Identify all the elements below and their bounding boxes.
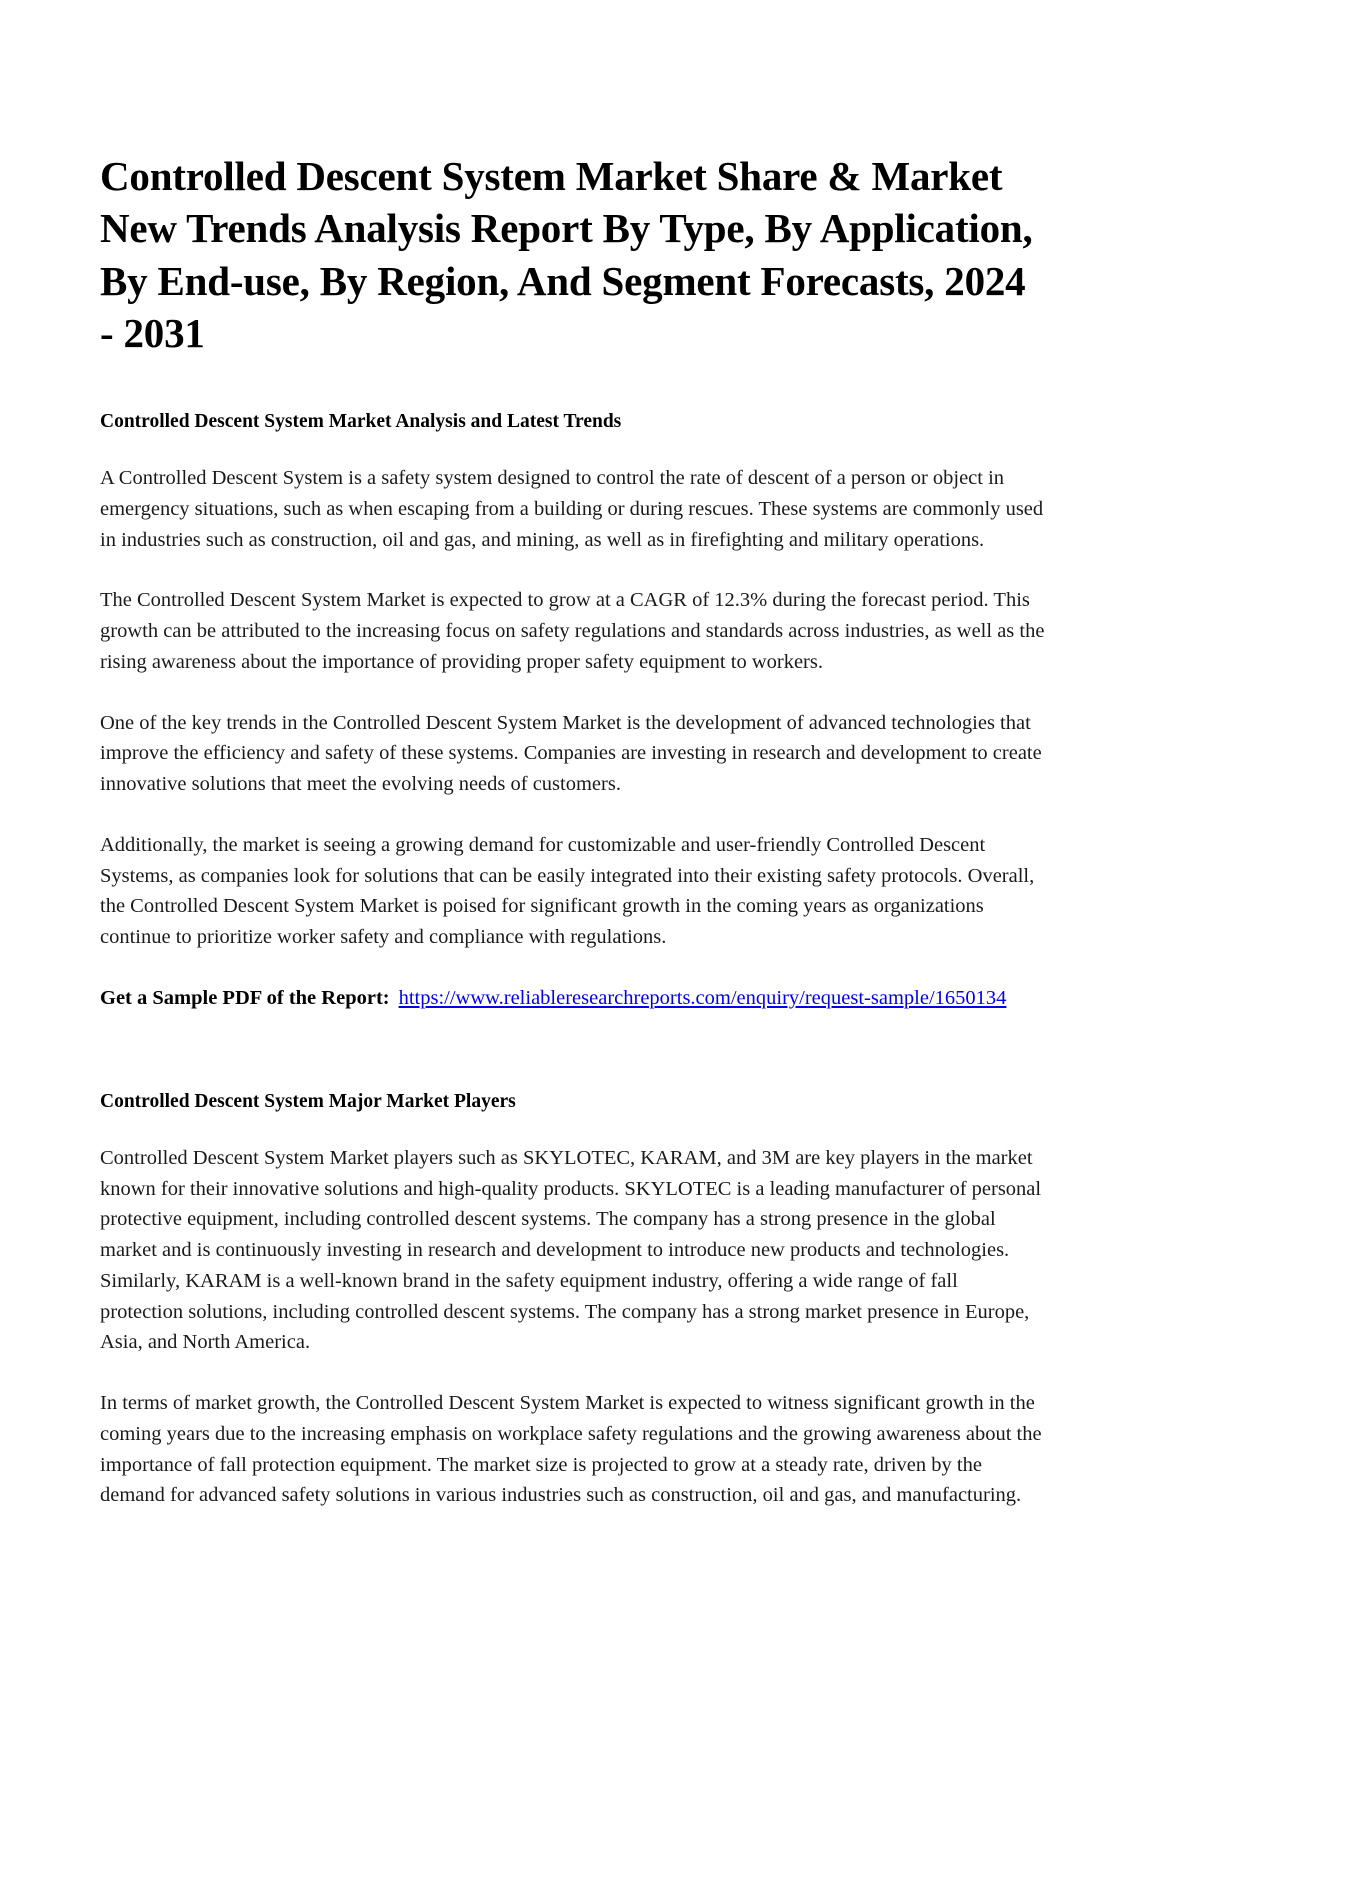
paragraph-major-players: Controlled Descent System Market players such as SKYLOTEC, KARAM, and 3M are key players in the market known for their innovative solutions and high-quality products. SKYLOTEC is a leading manufacturer of personal protective equipment, including controlled descent systems. The company has a strong presence in the global market and is continuously investing in research and development to introduce new products and technologies. Similarly, KARAM is a well-known brand in the safety equipment industry, offering a wide range of fall protection solutions, including controlled descent systems. The company has a strong market presence in Europe, Asia, and North America.: [100, 1146, 1042, 1354]
section-heading-market-analysis: Controlled Descent System Market Analysis and Latest Trends: [100, 410, 622, 432]
sample-pdf-link[interactable]: https://www.reliableresearchreports.com/enquiry/request-sample/1650134: [398, 986, 1007, 1009]
section-spacer: [100, 1014, 1045, 1088]
sample-pdf-label: Get a Sample PDF of the Report:: [100, 986, 390, 1009]
sample-pdf-cta: [100, 983, 1045, 1014]
paragraph-customizable-demand: Additionally, the market is seeing a growing demand for customizable and user-friendly Controlled Descent Systems, as companies look for solutions that can be easily integrated into their existing safety protocols. Overall, the Controlled Descent System Market is poised for significant growth in the coming years as organizations continue to prioritize worker safety and compliance with regulations.: [100, 833, 1035, 949]
paragraph-key-trends: One of the key trends in the Controlled Descent System Market is the development of advanced technologies that improve the efficiency and safety of these systems. Companies are investing in research and development to create innovative solutions that meet the evolving needs of customers.: [100, 711, 1042, 796]
paragraph-definition: A Controlled Descent System is a safety system designed to control the rate of descent of a person or object in emergency situations, such as when escaping from a building or during rescues. These systems are commonly used in industries such as construction, oil and gas, and mining, as well as in firefighting and military operations.: [100, 467, 1044, 551]
paragraph-market-growth-outlook: In terms of market growth, the Controlled Descent System Market is expected to witness significant growth in the coming years due to the increasing emphasis on workplace safety regulations and the growing awareness about the importance of fall protection equipment. The market size is projected to grow at a steady rate, driven by the demand for advanced safety solutions in various industries such as construction, oil and gas, and manufacturing.: [100, 1392, 1042, 1507]
section-heading-major-players: Controlled Descent System Major Market Players: [100, 1090, 516, 1112]
page-title: Controlled Descent System Market Share & Market New Trends Analysis Report By Type, By Application, By End-use, By Region, And Segment Forecasts, 2024 - 2031: [100, 153, 1033, 357]
paragraph-cagr-growth: The Controlled Descent System Market is expected to grow at a CAGR of 12.3% during the forecast period. This growth can be attributed to the increasing focus on safety regulations and standards across industries, as well as the rising awareness about the importance of providing proper safety equipment to workers.: [100, 589, 1045, 673]
